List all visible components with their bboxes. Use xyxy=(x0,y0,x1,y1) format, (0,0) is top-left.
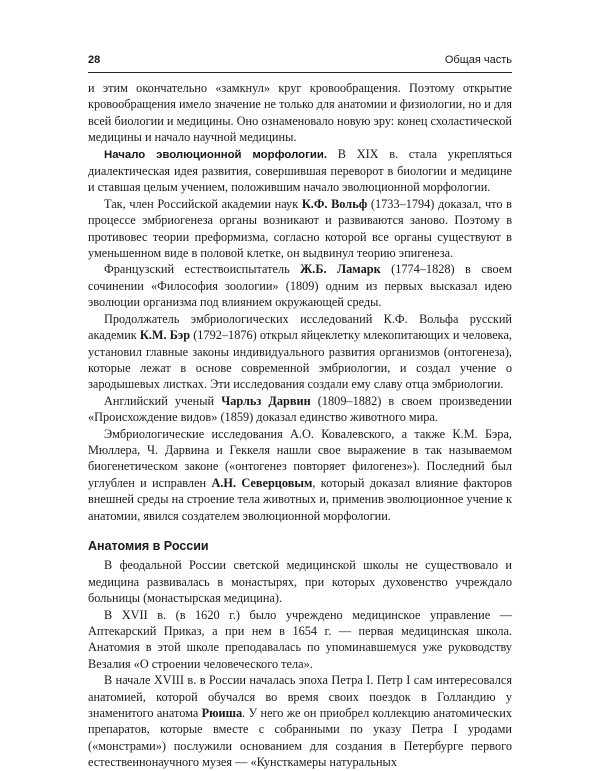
paragraph-text: (1792–1876) открыл яйцеклетку млекопитающих и человека, установил главные законы индивидуального развития организмов (онтогенеза), которые лежат в основе современной эмбриологии, и создал учение о зародышевых листках. Эти исследования создали ему славу отца эмбриологии. xyxy=(88,328,512,392)
paragraph-text: Так, член Российской академии наук xyxy=(104,196,302,211)
paragraph xyxy=(88,557,512,606)
paragraph-text: (1774–1828) в своем сочинении «Философия зоологии» (1809) одним из первых высказал идею эволюции организма под влиянием окружающей среды. xyxy=(88,262,512,310)
paragraph xyxy=(88,393,512,426)
section-heading: Анатомия в России xyxy=(88,538,209,553)
scientist-name: К.Ф. Вольф xyxy=(301,196,368,211)
paragraph-text: (1733–1794) доказал, что в процессе эмбриогенеза органы возникают и развиваются заново. Поэтому в противовес теории преформизма, согласно которой все органы существуют в уменьшенном виде в половой клетке, он выдвинул теорию эпигенеза. xyxy=(88,196,512,261)
paragraph-text: В XIX в. стала укрепляться диалектическая идея развития, совершившая переворот в биологии и медицине и ставшая целым учением, положившим начало эволюционной морфологии. xyxy=(88,146,512,195)
scientist-name: Ж.Б. Ламарк xyxy=(300,262,381,277)
paragraph xyxy=(88,146,512,196)
scientist-name: К.М. Бэр xyxy=(139,328,191,343)
paragraph-text: В начале XVIII в. в России началась эпоха Петра I. Петр I сам интересовался анатомией, которой обучался во время своих поездок в Голландию у знаменитого анатома xyxy=(88,673,512,721)
paragraph-text: В феодальной России светской медицинской школы не существовало и медицина развивалась в монастырях, при которых духовенство учреждало больницы (монастырская медицина). xyxy=(88,558,512,606)
scientist-name: Рюиша xyxy=(201,706,243,721)
paragraph xyxy=(88,261,512,310)
paragraph-text: Продолжатель эмбриологических исследований К.Ф. Вольфа русский академик xyxy=(88,311,512,343)
paragraph: и этим окончательно «замкнул» круг кровообращения. Поэтому открытие кровообращения имело значение не только для анатомии и физиологии, но и для всей биологии и медицины. Оно ознаменовало новую эру: конец схоластической медицины и начало научной медицины. xyxy=(88,81,512,145)
section-title: Общая часть xyxy=(444,54,512,66)
paragraph xyxy=(88,672,512,770)
scientist-name: Чарльз Дарвин xyxy=(221,393,311,408)
paragraph-text: Эмбриологические исследования А.О. Ковалевского, а также К.М. Бэра, Мюллера, Ч. Дарвина и Геккеля нашли свое выражение в так называемом биогенетическом законе («онтогенез повторяет филогенез»). Последний был углублен и исправлен xyxy=(88,426,512,490)
paragraph xyxy=(88,311,512,393)
page-number: 28 xyxy=(88,54,101,66)
paragraph xyxy=(88,607,512,673)
paragraph xyxy=(88,426,512,524)
scientist-name: А.Н. Северцовым xyxy=(211,475,313,490)
paragraph-text: Французский естествоиспытатель xyxy=(104,262,301,277)
paragraph-text: . У него же он приобрел коллекцию анатомических препаратов, которые вместе с собранными по указу Петра I уродами («монстрами») послужили основанием для создания в Петербурге первого естественнонаучного музея — «Кунсткамеры натуральных xyxy=(88,706,513,770)
body-text xyxy=(88,80,512,771)
running-header xyxy=(88,52,512,73)
paragraph-text: (1809–1882) в своем произведении «Происхождение видов» (1859) доказал единство животного мира. xyxy=(88,393,513,425)
paragraph-text: , который доказал влияние факторов внешней среды на строение тела животных и, применив эволюционное учение к анатомии, явился создателем эволюционной морфологии. xyxy=(88,475,513,523)
paragraph-text: В XVII в. (в 1620 г.) было учреждено медицинское управление — Аптекарский Приказ, а при нем в 1654 г. — первая медицинская школа. Анатомия в этой школе преподавалась по упоминавшемуся уже руководству Везалия «О строении человеческого тела». xyxy=(88,607,512,671)
run-in-heading: Начало эволюционной морфологии. xyxy=(104,148,328,161)
paragraph xyxy=(88,196,512,262)
paragraph-text: Английский ученый xyxy=(104,393,222,408)
